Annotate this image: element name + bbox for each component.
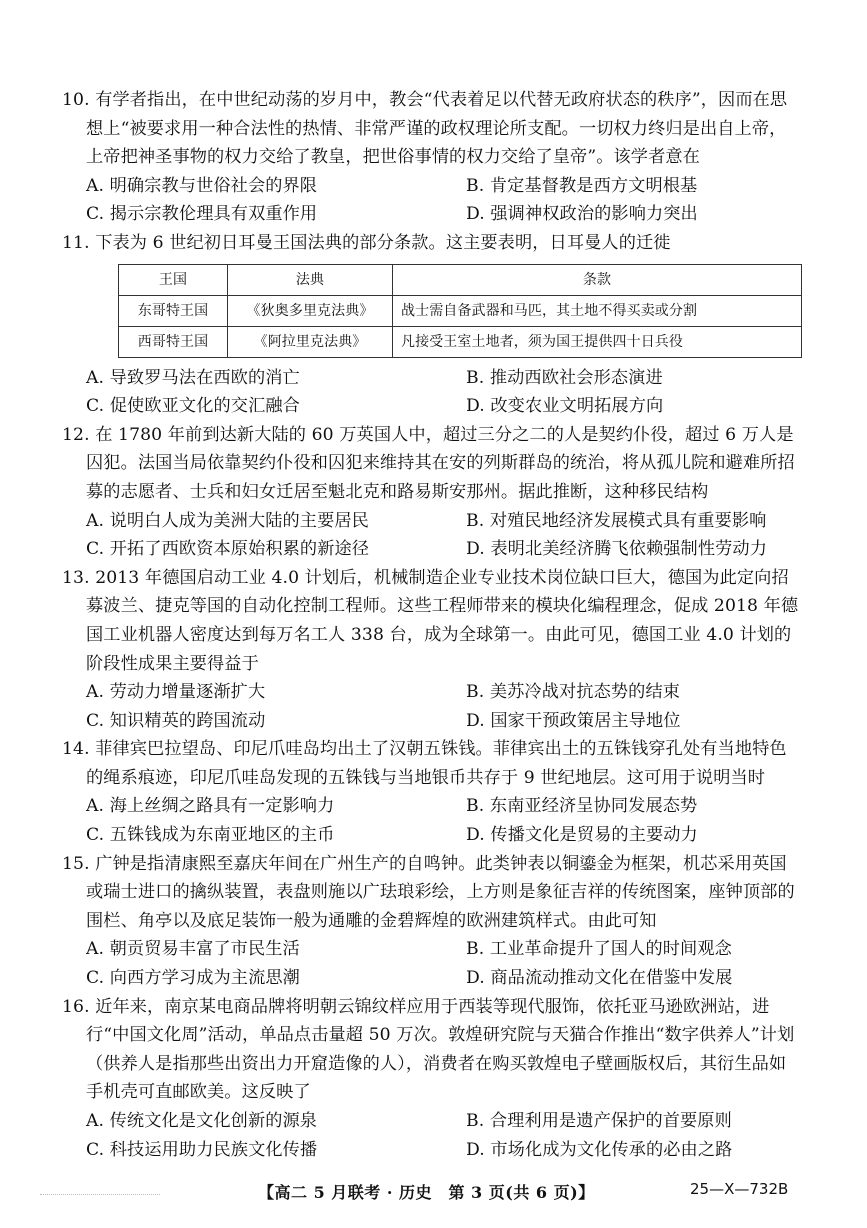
table-row (119, 295, 802, 326)
option-d: D. 强调神权政治的影响力突出 (466, 204, 698, 225)
option-b: B. 推动西欧社会形态演进 (466, 367, 663, 388)
scan-mark (40, 1188, 160, 1195)
option-d: D. 表明北美经济腾飞依赖强制性劳动力 (466, 539, 767, 560)
option-a: A. 说明白人成为美洲大陆的主要居民 (86, 510, 369, 531)
options (62, 678, 802, 735)
question-15 (62, 850, 802, 993)
options (62, 364, 802, 421)
table-header: 王国 (119, 264, 228, 295)
question-stem: 14. 菲律宾巴拉望岛、印尼爪哇岛均出土了汉朝五铢钱。菲律宾出土的五铢钱穿孔处有当地特色的绳系痕迹，印尼爪哇岛发现的五铢钱与当地银币共存于 9 世纪地层。这可用于说明当时 (62, 739, 787, 788)
option-d: D. 改变农业文明拓展方向 (466, 396, 664, 417)
question-11 (62, 229, 802, 421)
table-cell: 西哥特王国 (119, 326, 228, 357)
exam-page (62, 86, 802, 1164)
option-a: A. 传统文化是文化创新的源泉 (86, 1111, 318, 1131)
option-c: C. 五铢钱成为东南亚地区的主币 (86, 825, 335, 846)
option-a: A. 明确宗教与世俗社会的界限 (86, 175, 318, 196)
option-b: B. 工业革命提升了国人的时间观念 (466, 939, 732, 960)
options (62, 792, 802, 849)
option-a: A. 劳动力增量逐渐扩大 (86, 682, 266, 703)
table-cell: 凡接受王室土地者，须为国王提供四十日兵役 (393, 326, 802, 357)
table-header: 条款 (393, 264, 802, 295)
question-stem: 13. 2013 年德国启动工业 4.0 计划后，机械制造企业专业技术岗位缺口巨大，德国为此定向招募波兰、捷克等国的自动化控制工程师。这些工程师带来的模块化编程理念，促成 2018 年德国工业机器人密度达到每万名工人 338 台，成为全球第一。由此可见，德国工业 4.0 计划的阶段性成果主要得益于 (62, 567, 799, 674)
law-table (118, 264, 802, 358)
option-c: C. 知识精英的跨国流动 (86, 710, 266, 731)
question-10 (62, 86, 802, 229)
table-header: 法典 (228, 264, 393, 295)
options (62, 172, 802, 229)
table-cell: 东哥特王国 (119, 295, 228, 326)
option-d: D. 传播文化是贸易的主要动力 (466, 825, 698, 846)
table-cell: 战士需自备武器和马匹，其土地不得买卖或分割 (393, 295, 802, 326)
question-13 (62, 564, 802, 736)
question-stem: 12. 在 1780 年前到达新大陆的 60 万英国人中，超过三分之二的人是契约仆役，超过 6 万人是囚犯。法国当局依靠契约仆役和囚犯来维持其在安的列斯群岛的统治，将从孤儿院和避难所招募的志愿者、士兵和妇女迁居至魁北克和路易斯安那州。据此推断，这种移民结构 (62, 424, 795, 502)
table-cell: 《阿拉里克法典》 (228, 326, 393, 357)
table-row (119, 326, 802, 357)
option-b: B. 对殖民地经济发展模式具有重要影响 (466, 510, 767, 531)
option-a: A. 朝贡贸易丰富了市民生活 (86, 939, 300, 960)
question-stem: 16. 近年来，南京某电商品牌将明朝云锦纹样应用于西装等现代服饰，依托亚马逊欧洲站，进行“中国文化周”活动，单品点击量超 50 万次。敦煌研究院与天猫合作推出“数字供养人”计划（供养人是指那些出资出力开窟造像的人），消费者在购买敦煌电子壁画版权后，其衍生品如手机壳可直邮欧美。这反映了 (62, 996, 795, 1103)
option-a: A. 海上丝绸之路具有一定影响力 (86, 796, 335, 817)
footer-title: 【高二 5 月联考 · 历史 第 3 页(共 6 页)】 (258, 1183, 595, 1202)
question-16 (62, 993, 802, 1165)
options (62, 507, 802, 564)
table-cell: 《狄奥多里克法典》 (228, 295, 393, 326)
option-c: C. 向西方学习成为主流思潮 (86, 968, 300, 989)
option-b: B. 美苏冷战对抗态势的结束 (466, 682, 681, 703)
question-14 (62, 735, 802, 849)
question-12 (62, 421, 802, 564)
options (62, 1107, 802, 1164)
option-a: A. 导致罗马法在西欧的消亡 (86, 367, 300, 388)
option-c: C. 促使欧亚文化的交汇融合 (86, 396, 300, 417)
option-c: C. 揭示宗教伦理具有双重作用 (86, 204, 318, 225)
option-d: D. 商品流动推动文化在借鉴中发展 (466, 968, 733, 989)
option-c: C. 开拓了西欧资本原始积累的新途径 (86, 539, 370, 560)
exam-code: 25—X—732B (690, 1180, 789, 1198)
option-b: B. 肯定基督教是西方文明根基 (466, 175, 698, 196)
table-header-row (119, 264, 802, 295)
option-b: B. 合理利用是遗产保护的首要原则 (466, 1111, 732, 1131)
option-b: B. 东南亚经济呈协同发展态势 (466, 796, 698, 817)
question-stem: 15. 广钟是指清康熙至嘉庆年间在广州生产的自鸣钟。此类钟表以铜鎏金为框架，机芯采用英国或瑞士进口的擒纵装置，表盘则施以广珐琅彩绘，上方则是象征吉祥的传统图案，座钟顶部的围栏、角亭以及底足装饰一般为通雕的金碧辉煌的欧洲建筑样式。由此可知 (62, 853, 795, 931)
question-stem: 10. 有学者指出，在中世纪动荡的岁月中，教会“代表着足以代替无政府状态的秩序”，因而在思想上“被要求用一种合法性的热情、非常严谨的政权理论所支配。一切权力终归是出自上帝，上帝把神圣事物的权力交给了教皇，把世俗事情的权力交给了皇帝”。该学者意在 (62, 90, 788, 168)
option-d: D. 国家干预政策居主导地位 (466, 710, 681, 731)
option-d: D. 市场化成为文化传承的必由之路 (466, 1139, 733, 1160)
question-stem: 11. 下表为 6 世纪初日耳曼王国法典的部分条款。这主要表明，日耳曼人的迁徙 (62, 232, 671, 253)
option-c: C. 科技运用助力民族文化传播 (86, 1139, 318, 1160)
options (62, 935, 802, 992)
